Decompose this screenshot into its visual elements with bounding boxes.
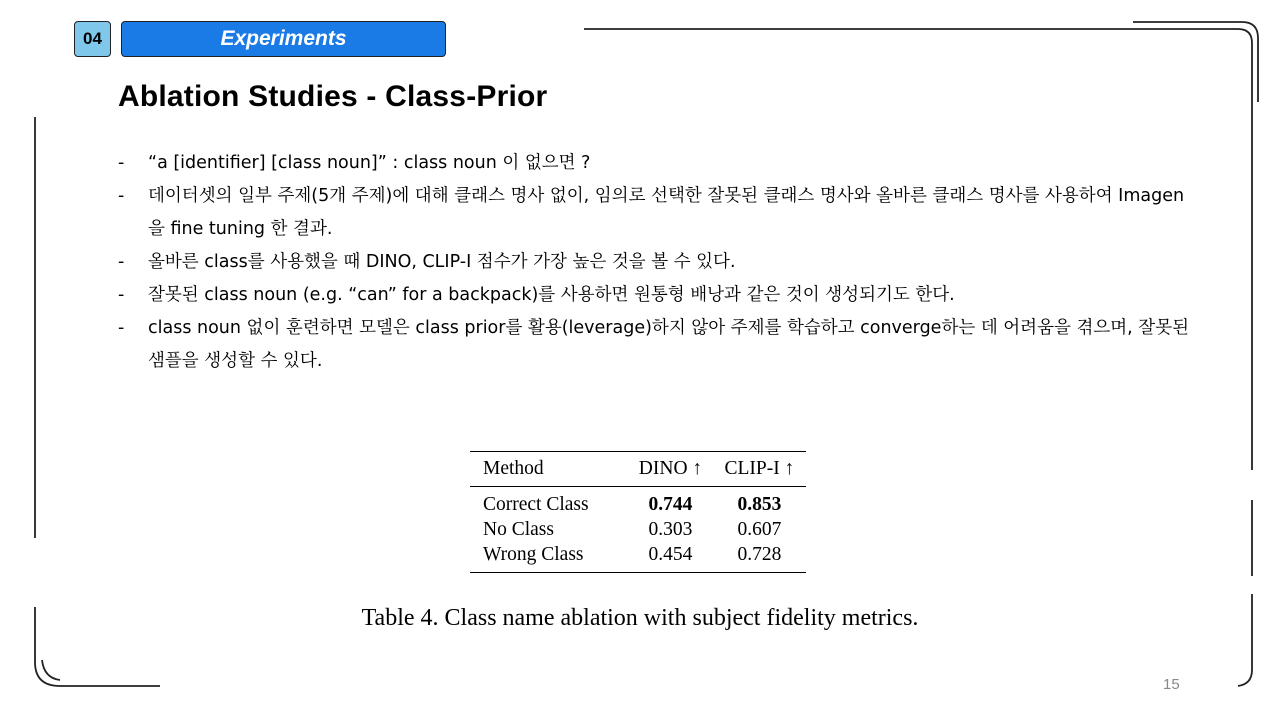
bullet-item — [118, 279, 1198, 312]
table-cell-dino: 0.303 — [648, 518, 693, 540]
table-cell-method: Correct Class — [483, 493, 589, 515]
table-cell-clip-i: 0.728 — [737, 543, 782, 565]
bullet-text: 잘못된 class noun (e.g. “can” for a backpack)를 사용하면 원통형 배낭과 같은 것이 생성되기도 한다. — [148, 285, 955, 305]
ablation-table — [470, 451, 806, 573]
bullet-marker: - — [118, 153, 125, 173]
bullet-item — [118, 246, 1198, 279]
bullet-item — [118, 147, 1198, 180]
bullet-marker: - — [118, 252, 125, 272]
section-number-badge: 04 — [74, 21, 111, 57]
bullet-marker: - — [118, 318, 125, 338]
table-row — [470, 542, 806, 573]
bullet-marker: - — [118, 285, 125, 305]
column-header-dino: DINO ↑ — [638, 458, 703, 479]
table-cell-dino: 0.454 — [648, 543, 693, 565]
frame-bottom-left-accent — [42, 660, 60, 680]
bullet-text: 올바른 class를 사용했을 때 DINO, CLIP-I 점수가 가장 높은 것을 볼 수 있다. — [148, 252, 736, 272]
column-header-clip-i: CLIP-I ↑ — [724, 458, 795, 479]
table-cell-dino: 0.744 — [648, 493, 693, 515]
bullet-item — [118, 312, 1198, 378]
bullet-list — [118, 147, 1198, 378]
table-cell-clip-i: 0.607 — [737, 518, 782, 540]
table-cell-method: No Class — [483, 518, 554, 540]
table-row — [470, 487, 806, 518]
table-cell-clip-i: 0.853 — [737, 493, 782, 515]
table-caption: Table 4. Class name ablation with subject fidelity metrics. — [361, 605, 919, 631]
table-cell-method: Wrong Class — [483, 543, 584, 565]
bullet-text: 데이터셋의 일부 주제(5개 주제)에 대해 클래스 명사 없이, 임의로 선택한 잘못된 클래스 명사와 올바른 클래스 명사를 사용하여 Imagen을 fine tuning 한 결과. — [148, 186, 1185, 239]
bullet-marker: - — [118, 186, 125, 206]
frame-top-right-accent — [1133, 22, 1258, 102]
table-header-row — [470, 452, 806, 487]
page-number: 15 — [1163, 676, 1180, 693]
section-title-badge: Experiments — [121, 21, 446, 57]
bullet-item — [118, 180, 1198, 246]
slide-title: Ablation Studies - Class-Prior — [118, 80, 548, 113]
table-row — [470, 517, 806, 542]
ablation-table-container — [470, 451, 806, 573]
bullet-text: “a [identifier] [class noun]” : class noun 이 없으면 ? — [148, 153, 591, 173]
bullet-text: class noun 없이 훈련하면 모델은 class prior를 활용(leverage)하지 않아 주제를 학습하고 converge하는 데 어려움을 겪으며, 잘못된 샘플을 생성할 수 있다. — [148, 318, 1190, 371]
column-header-method: Method — [483, 458, 544, 479]
